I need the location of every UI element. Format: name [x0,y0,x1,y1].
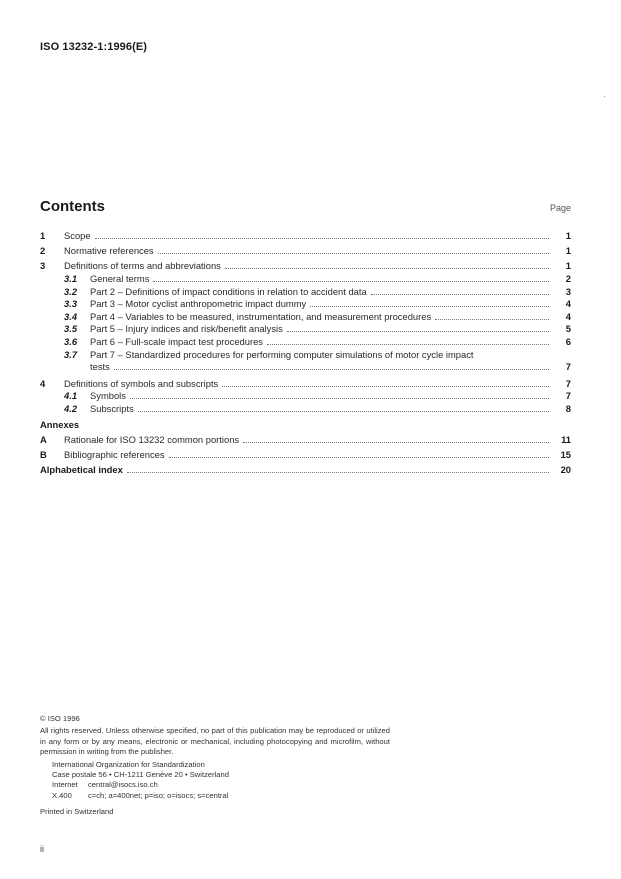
toc-entry-title: Subscripts [90,402,134,414]
toc-entry-page: 1 [565,230,571,241]
page-number: ii [40,844,44,854]
toc-entry-title: Part 3 – Motor cyclist anthropometric impact dummy [90,298,307,310]
toc-entry-3-7[interactable] [40,349,571,374]
publisher-address-block [40,760,390,802]
dot-leader [153,281,549,282]
dot-leader [225,268,549,269]
toc-entry-number: 3.5 [64,323,78,335]
rights-statement: All rights reserved. Unless otherwise specified, no part of this publication may be reproduced or utilized in any form or by any means, electronic or mechanical, including photocopying and microfilm, without permission in writing from the publisher. [40,726,390,757]
toc-entry-number: 3.7 [64,348,78,360]
toc-entry-page: 2 [565,272,571,284]
toc-entry-title: Symbols [90,390,126,402]
toc-entry-title: Part 6 – Full-scale impact test procedures [90,335,263,347]
toc-entry-page: 15 [560,449,571,461]
toc-entry-title: General terms [90,272,150,284]
x400-address: c=ch; a=400net; p=iso; o=isocs; s=central [88,790,229,800]
toc-entry-number: 3.2 [64,285,78,297]
toc-alphabetical-index[interactable] [40,464,571,477]
x400-line [52,791,390,801]
document-identifier: ISO 13232-1:1996(E) [40,41,148,53]
toc-entry-number: 3.3 [64,298,78,310]
toc-entry-3-5[interactable] [40,323,571,336]
toc-entry-title: Part 5 – Injury indices and risk/benefit analysis [90,323,283,335]
toc-entry-3-1[interactable] [40,273,571,286]
toc-entry-title: Alphabetical index [40,464,123,476]
toc-entry-3-3[interactable] [40,298,571,311]
toc-entry-title: Definitions of symbols and subscripts [64,377,219,389]
toc-entry-number: 3 [40,260,46,272]
toc-entry-number: 2 [40,245,46,257]
toc-entry-number: 3.1 [64,272,78,284]
toc-entry-page: 4 [565,310,571,322]
toc-entry-page: 3 [565,285,571,297]
dot-leader [243,442,549,443]
toc-entry-number: 4.2 [64,402,78,414]
toc-annex-b[interactable] [40,449,571,462]
toc-entry-page: 20 [560,464,571,476]
dot-leader [371,294,549,295]
toc-entry-page: 11 [561,434,571,446]
toc-entry-title: Bibliographic references [64,449,165,461]
toc-entry-title: Rationale for ISO 13232 common portions [64,434,240,446]
toc-entry-number: 4.1 [64,390,78,402]
dot-leader [287,331,549,332]
toc-entry-title-line2: tests [90,361,110,373]
toc-entry-page: 1 [565,260,571,272]
x400-label: X.400 [52,790,72,800]
dot-leader [169,457,549,458]
internet-line [52,780,390,790]
table-of-contents [40,230,571,477]
toc-entry-number: 4 [40,377,46,389]
toc-entry-title: Part 4 – Variables to be measured, instrumentation, and measurement procedures [90,310,432,322]
toc-entry-title: Scope [64,230,91,241]
toc-entry-title: Normative references [64,245,154,257]
toc-entry-title: Part 2 – Definitions of impact conditions in relation to accident data [90,285,367,297]
toc-entry-4[interactable] [40,378,571,391]
toc-entry-page: 7 [565,377,571,389]
toc-entry-4-2[interactable] [40,403,571,416]
internet-address[interactable]: central@isocs.iso.ch [88,780,158,790]
toc-entry-3-2[interactable] [40,286,571,299]
dot-leader [267,344,549,345]
dot-leader [435,319,549,320]
toc-entry-number: 1 [40,230,46,241]
toc-entry-3-4[interactable] [40,311,571,324]
dot-leader [310,306,549,307]
page-column-label: Page [549,203,571,213]
copyright-footer [40,714,390,818]
contents-heading: Contents [40,198,105,215]
toc-entry-page: 6 [565,335,571,347]
toc-entry-number: B [40,449,47,461]
dot-leader [114,369,549,370]
toc-entry-page: 7 [565,361,571,373]
toc-entry-page: 7 [565,390,571,402]
scan-speck [604,96,605,97]
toc-entry-page: 4 [565,298,571,310]
copyright-notice: © ISO 1996 [40,714,80,723]
annexes-heading: Annexes [40,418,80,430]
toc-entry-page: 8 [565,402,571,414]
toc-entry-title-line1: Part 7 – Standardized procedures for performing computer simulations of motor cycle impact [90,348,474,360]
toc-entry-number: A [40,434,47,446]
toc-entry-number: 3.4 [64,310,78,322]
dot-leader [138,411,549,412]
dot-leader [222,386,549,387]
org-name: International Organization for Standardization [52,759,205,769]
toc-annex-a[interactable] [40,434,571,447]
toc-entry-1[interactable] [40,230,571,243]
toc-entry-2[interactable] [40,245,571,258]
toc-entry-3[interactable] [40,260,571,273]
postal-address: Case postale 56 • CH-1211 Genève 20 • Switzerland [52,770,229,780]
dot-leader [127,472,549,473]
internet-label: Internet [52,780,78,790]
printed-in-notice: Printed in Switzerland [40,807,114,817]
toc-entry-page: 1 [565,245,571,257]
toc-entry-page: 5 [565,323,571,335]
dot-leader [158,253,549,254]
toc-entry-title: Definitions of terms and abbreviations [64,260,221,272]
dot-leader [130,398,549,399]
toc-entry-3-6[interactable] [40,336,571,349]
toc-entry-4-1[interactable] [40,390,571,403]
toc-entry-number: 3.6 [64,335,78,347]
dot-leader [95,238,549,239]
